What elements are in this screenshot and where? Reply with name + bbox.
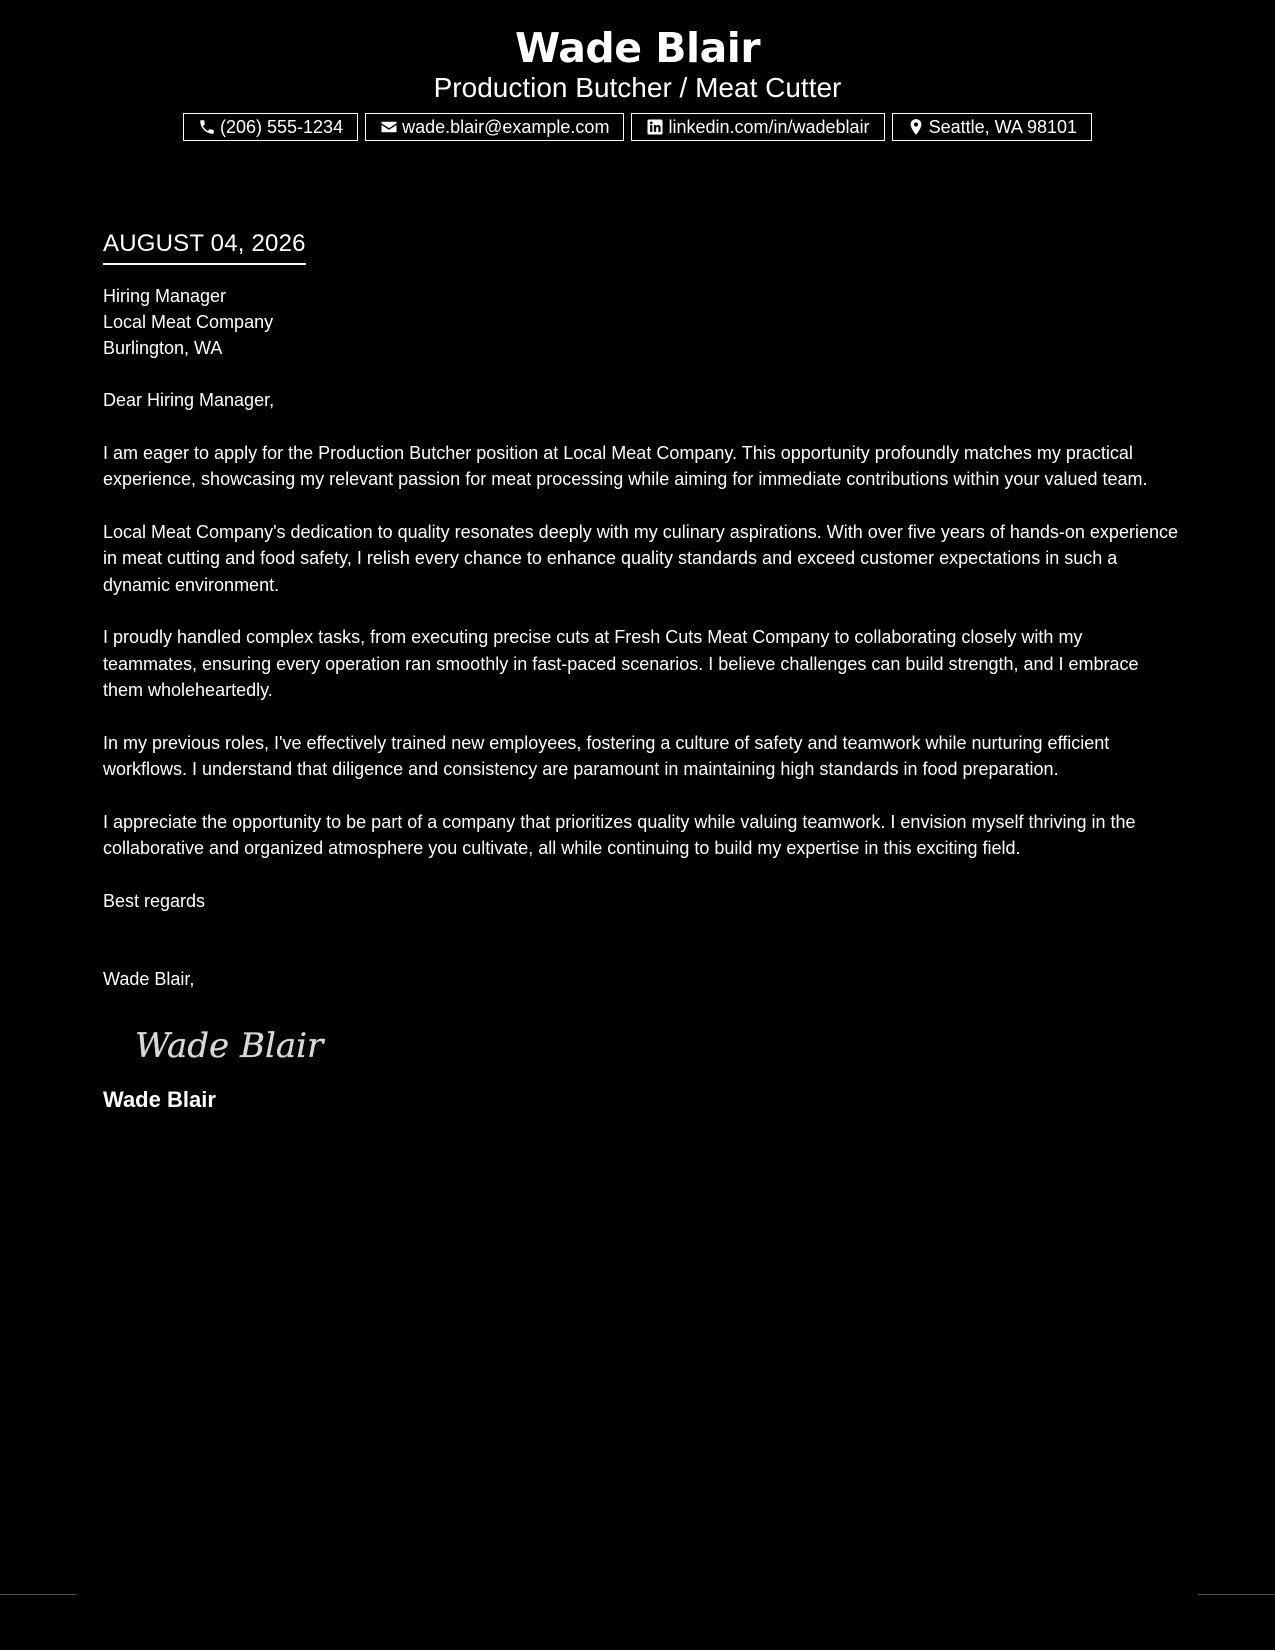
body-paragraph: I am eager to apply for the Production Butcher position at Local Meat Company. This opportunity profoundly matches my practical experience, showcasing my relevant passion for meat processing while aiming for immediate contributions within your valued team.: [103, 442, 1148, 489]
recipient-block: [103, 283, 1178, 361]
contact-bar: [0, 113, 1275, 141]
signoff-name: Wade Blair,: [103, 969, 195, 989]
body-paragraph: I appreciate the opportunity to be part of a company that prioritizes quality while valuing teamwork. I envision myself thriving in the collaborative and organized atmosphere you cultivate, all while continuing to build my expertise in this exciting field.: [103, 811, 1136, 858]
body-paragraph: Local Meat Company's dedication to quality resonates deeply with my culinary aspirations. With over five years of hands-on experience in meat cutting and food safety, I relish every chance to enhance quality standards and exceed customer expectations in such a dynamic environment.: [103, 521, 1178, 595]
recipient-role: Hiring Manager: [103, 286, 227, 306]
envelope-icon: [380, 118, 398, 136]
recipient-location: Burlington, WA: [103, 338, 223, 358]
salutation: Dear Hiring Manager,: [103, 390, 275, 410]
phone-icon: [198, 118, 216, 136]
footer-rule-left: [0, 1594, 76, 1595]
letter-header: [0, 22, 1275, 141]
applicant-title: Production Butcher / Meat Cutter: [433, 72, 842, 103]
body-paragraph: In my previous roles, I've effectively trained new employees, fostering a culture of safety and teamwork while nurturing efficient workflows. I understand that diligence and consistency are paramount in maintaining high standards in food preparation.: [103, 732, 1110, 779]
contact-location-text: Seattle, WA 98101: [928, 116, 1077, 137]
closing: Best regards: [103, 890, 206, 911]
signature-text: Wade Blair: [135, 1025, 324, 1066]
contact-phone-text: (206) 555-1234: [219, 116, 344, 137]
contact-location[interactable]: [892, 113, 1092, 141]
letter-date: AUGUST 04, 2026: [103, 227, 306, 265]
contact-email-text: wade.blair@example.com: [402, 116, 610, 137]
recipient-company: Local Meat Company: [103, 312, 274, 332]
contact-phone[interactable]: [183, 113, 358, 141]
body-paragraph: I proudly handled complex tasks, from executing precise cuts at Fresh Cuts Meat Company to collaborating closely with my teammates, ensuring every operation ran smoothly in fast-paced scenarios. I believe challenges can build strength, and I embrace them wholeheartedly.: [103, 627, 1139, 700]
contact-linkedin[interactable]: [631, 113, 884, 141]
handwritten-signature: [133, 1021, 1178, 1069]
letter-body: [103, 227, 1178, 1115]
map-pin-icon: [907, 118, 925, 136]
contact-email[interactable]: [365, 113, 624, 141]
contact-linkedin-text: linkedin.com/in/wadeblair: [668, 116, 870, 137]
applicant-name: Wade Blair: [514, 24, 761, 72]
linkedin-icon: [646, 118, 664, 136]
signed-name: Wade Blair: [103, 1086, 216, 1112]
footer-rule-right: [1198, 1594, 1275, 1595]
